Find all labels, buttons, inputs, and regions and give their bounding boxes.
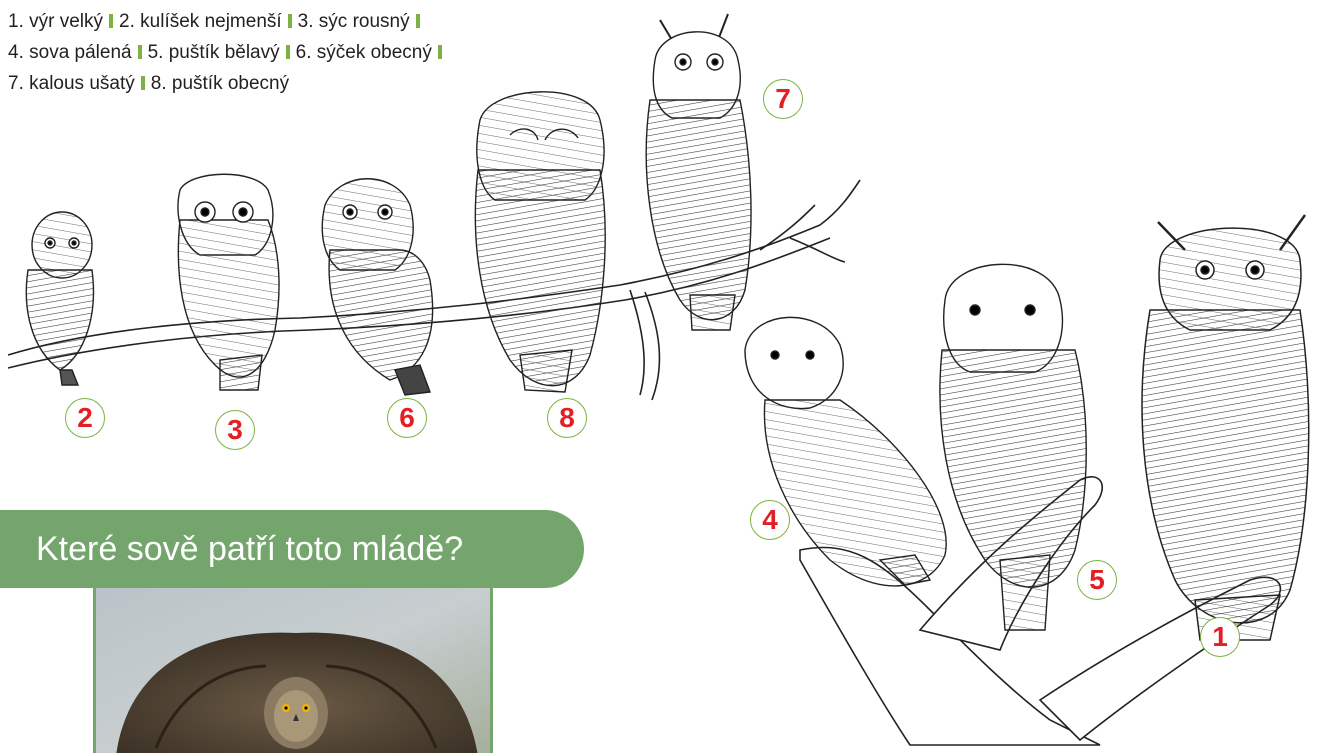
- owl-2-sketch: [26, 212, 93, 385]
- badge-owl-8: 8: [547, 398, 587, 438]
- owl-4-sketch: [745, 317, 946, 586]
- legend-item-4: 4. sova pálená: [8, 42, 132, 63]
- owl-5-sketch: [940, 264, 1086, 630]
- badge-owl-2: 2: [65, 398, 105, 438]
- badge-owl-6: 6: [387, 398, 427, 438]
- badge-owl-3: 3: [215, 410, 255, 450]
- owl-6-sketch: [322, 179, 432, 395]
- owlet-photo-icon: [96, 588, 493, 753]
- legend-item-8: 8. puštík obecný: [150, 73, 290, 94]
- badge-owl-7: 7: [763, 79, 803, 119]
- badge-owl-4: 4: [750, 500, 790, 540]
- owlet-photo: [93, 585, 493, 753]
- owl-8-sketch: [475, 92, 605, 392]
- badge-owl-5: 5: [1077, 560, 1117, 600]
- question-banner: Které sově patří toto mládě?: [0, 510, 584, 588]
- legend-item-7: 7. kalous ušatý: [8, 73, 135, 94]
- badge-owl-1: 1: [1200, 617, 1240, 657]
- owl-7-sketch: [646, 14, 751, 330]
- legend-item-2: 2. kulíšek nejmenší: [119, 11, 282, 32]
- legend-item-5: 5. puštík bělavý: [147, 42, 280, 63]
- legend-item-6: 6. sýček obecný: [295, 42, 432, 63]
- legend-item-1: 1. výr velký: [8, 11, 104, 32]
- legend-item-3: 3. sýc rousný: [297, 11, 410, 32]
- owl-1-sketch: [1142, 215, 1309, 640]
- owl-3-sketch: [178, 174, 279, 390]
